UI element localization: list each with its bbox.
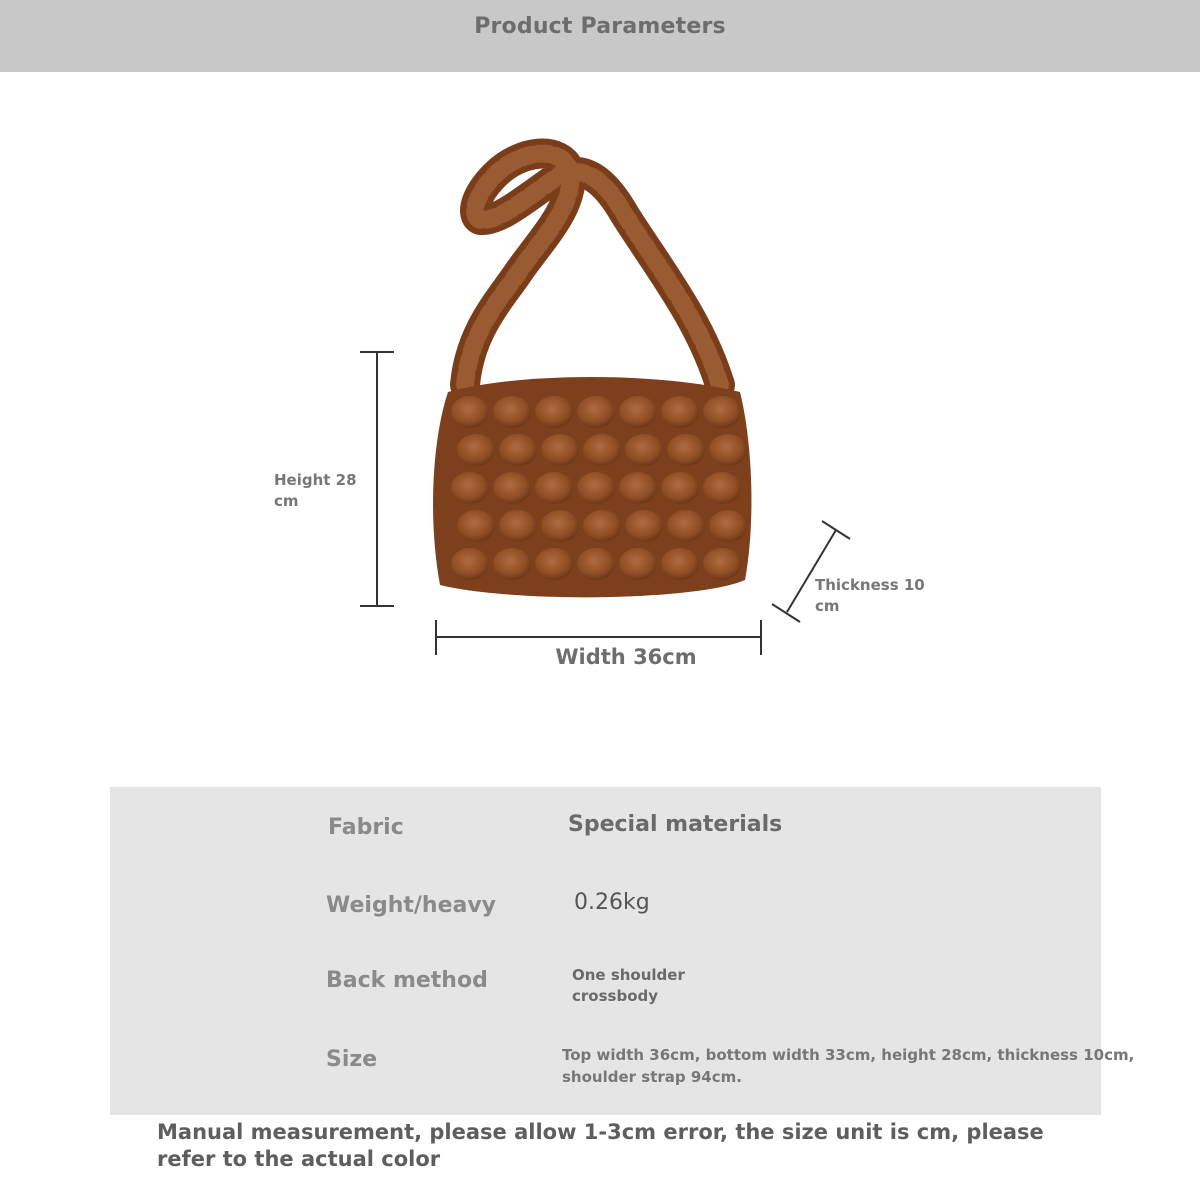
bag-puff <box>457 510 495 542</box>
product-image <box>0 72 1200 692</box>
bag-puff <box>541 434 579 466</box>
param-value-weight: 0.26kg <box>574 890 650 915</box>
bag-puff <box>709 510 747 542</box>
bag-puff <box>577 548 615 580</box>
bag-puff <box>661 396 699 428</box>
bag-puff <box>451 396 489 428</box>
header-bar <box>0 0 1200 72</box>
bag-body <box>433 377 751 597</box>
bag-puff <box>499 510 537 542</box>
bag-strap <box>465 154 720 385</box>
bag-puff <box>625 434 663 466</box>
width-label: Width 36cm <box>555 645 697 669</box>
param-label-fabric: Fabric <box>328 815 404 840</box>
bag-puff <box>619 396 657 428</box>
param-label-back-method: Back method <box>326 968 488 993</box>
bag-puff <box>583 434 621 466</box>
bag-puff <box>703 472 741 504</box>
bag-puff <box>535 472 573 504</box>
param-value-fabric: Special materials <box>568 812 783 837</box>
bag-puff <box>577 472 615 504</box>
param-label-weight: Weight/heavy <box>326 893 497 918</box>
measurement-note: Manual measurement, please allow 1-3cm error, the size unit is cm, please refer to the actual color <box>157 1120 1044 1171</box>
bag-puff <box>535 548 573 580</box>
param-value-size: Top width 36cm, bottom width 33cm, height 28cm, thickness 10cm, shoulder strap 94cm. <box>562 1046 1135 1086</box>
bag-puff <box>625 510 663 542</box>
bag-puff <box>709 434 747 466</box>
bag-puff <box>661 472 699 504</box>
bag-puff <box>493 548 531 580</box>
bag-puff <box>499 434 537 466</box>
bag-puff <box>667 510 705 542</box>
bag-puff <box>493 472 531 504</box>
page-title: Product Parameters <box>474 14 726 39</box>
param-label-size: Size <box>326 1047 378 1072</box>
param-value-back-method: One shoulder crossbody <box>572 966 685 1005</box>
bag-puff <box>451 472 489 504</box>
bag-puff <box>577 396 615 428</box>
bag-puff <box>451 548 489 580</box>
bag-puff <box>583 510 621 542</box>
bag-puff <box>667 434 705 466</box>
bag-puff <box>493 396 531 428</box>
bag-puff <box>535 396 573 428</box>
bag-puff <box>619 548 657 580</box>
bag-puff <box>703 548 741 580</box>
bag-puff <box>457 434 495 466</box>
bag-puff <box>661 548 699 580</box>
thickness-label: Thickness 10 cm <box>815 576 925 615</box>
bag-puff <box>541 510 579 542</box>
bag-puff <box>619 472 657 504</box>
bag-puff <box>703 396 741 428</box>
parameters-panel <box>110 787 1135 1115</box>
height-label: Height 28 cm <box>274 471 357 510</box>
